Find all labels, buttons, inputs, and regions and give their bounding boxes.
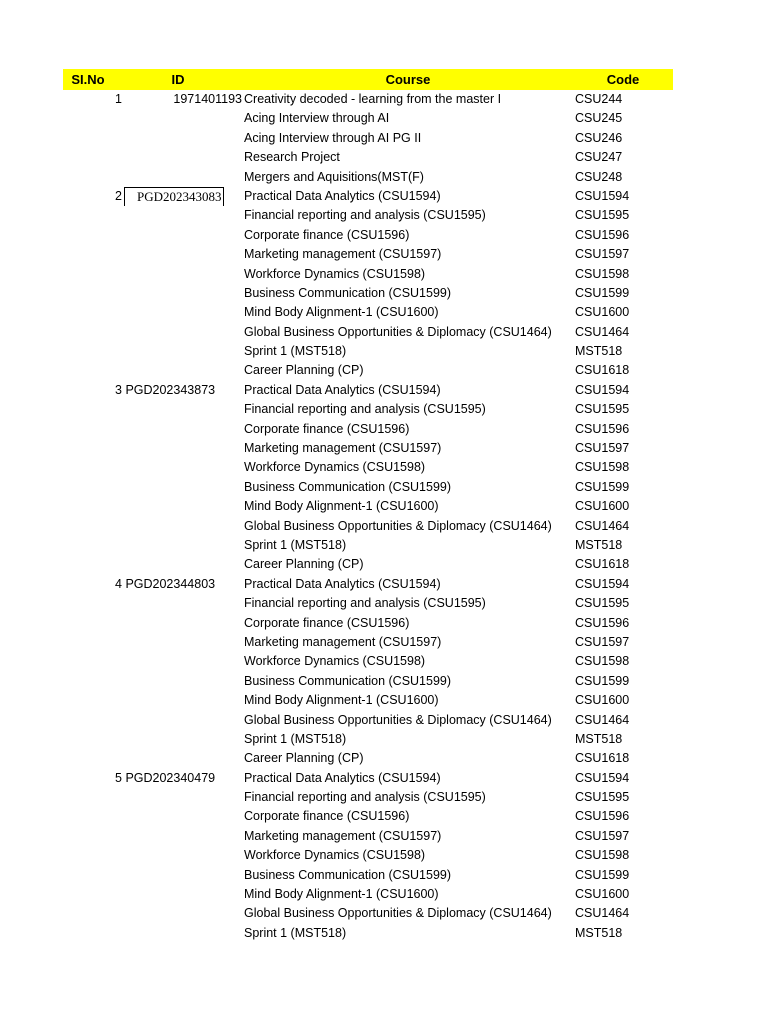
code-cell[interactable]: CSU1464 xyxy=(575,712,630,727)
header-slno[interactable]: SI.No xyxy=(71,72,105,87)
table-row xyxy=(63,672,673,691)
course-cell[interactable]: Global Business Opportunities & Diplomacy (CSU1464) xyxy=(244,712,552,727)
course-cell[interactable]: Financial reporting and analysis (CSU1595) xyxy=(244,402,486,417)
table-row xyxy=(63,148,673,167)
course-cell[interactable]: Practical Data Analytics (CSU1594) xyxy=(244,576,441,591)
table-row xyxy=(63,129,673,148)
course-cell[interactable]: Business Communication (CSU1599) xyxy=(244,479,452,494)
table-row xyxy=(63,284,673,303)
table-row xyxy=(63,904,673,923)
table-row xyxy=(63,536,673,555)
code-cell[interactable]: CSU1598 xyxy=(575,460,630,475)
course-cell[interactable]: Mind Body Alignment-1 (CSU1600) xyxy=(244,499,439,514)
course-cell[interactable]: Marketing management (CSU1597) xyxy=(244,828,442,843)
code-cell[interactable]: CSU247 xyxy=(575,150,623,165)
code-cell[interactable]: CSU1596 xyxy=(575,227,630,242)
table-row xyxy=(63,517,673,536)
course-cell[interactable]: Workforce Dynamics (CSU1598) xyxy=(244,654,426,669)
code-cell[interactable]: MST518 xyxy=(575,344,623,359)
table-row xyxy=(63,381,673,400)
course-cell[interactable]: Marketing management (CSU1597) xyxy=(244,441,442,456)
code-cell[interactable]: MST518 xyxy=(575,537,623,552)
course-cell[interactable]: Financial reporting and analysis (CSU1595) xyxy=(244,790,486,805)
header-id[interactable]: ID xyxy=(171,72,185,87)
code-cell[interactable]: CSU1599 xyxy=(575,285,630,300)
course-cell[interactable]: Sprint 1 (MST518) xyxy=(244,925,347,940)
course-cell[interactable]: Career Planning (CP) xyxy=(244,557,364,572)
code-cell[interactable]: CSU1597 xyxy=(575,634,630,649)
course-cell[interactable]: Global Business Opportunities & Diplomacy (CSU1464) xyxy=(244,518,552,533)
slno-value: 3 xyxy=(115,382,122,397)
table-row xyxy=(63,555,673,574)
course-cell[interactable]: Research Project xyxy=(244,150,340,165)
table-row xyxy=(63,730,673,749)
table-row xyxy=(63,749,673,768)
code-cell[interactable]: CSU1596 xyxy=(575,809,630,824)
course-cell[interactable]: Acing Interview through AI xyxy=(244,111,390,126)
code-cell[interactable]: CSU1464 xyxy=(575,518,630,533)
student-id-cell[interactable] xyxy=(124,187,242,206)
code-cell[interactable]: CSU1594 xyxy=(575,576,630,591)
course-cell[interactable]: Workforce Dynamics (CSU1598) xyxy=(244,848,426,863)
code-cell[interactable]: CSU1595 xyxy=(575,208,630,223)
table-row xyxy=(63,245,673,264)
code-cell[interactable]: CSU1464 xyxy=(575,324,630,339)
slno-value: 4 xyxy=(115,576,122,591)
code-cell[interactable]: CSU1618 xyxy=(575,363,630,378)
course-cell[interactable]: Acing Interview through AI PG II xyxy=(244,130,422,145)
code-cell[interactable]: CSU245 xyxy=(575,111,623,126)
code-cell[interactable]: CSU246 xyxy=(575,130,623,145)
course-cell[interactable]: Career Planning (CP) xyxy=(244,751,364,766)
course-cell[interactable]: Financial reporting and analysis (CSU1595) xyxy=(244,208,486,223)
course-cell[interactable]: Corporate finance (CSU1596) xyxy=(244,809,410,824)
slno-cell[interactable]: 1 xyxy=(115,92,122,106)
slno-id-cell[interactable] xyxy=(115,381,243,400)
student-id-value: PGD202343083 xyxy=(124,187,224,206)
code-cell[interactable]: CSU1597 xyxy=(575,441,630,456)
code-cell[interactable]: CSU1597 xyxy=(575,828,630,843)
code-cell[interactable]: CSU1600 xyxy=(575,693,630,708)
table-row xyxy=(63,614,673,633)
spreadsheet-table xyxy=(63,69,673,943)
code-cell[interactable]: CSU1598 xyxy=(575,654,630,669)
table-row xyxy=(63,265,673,284)
course-cell[interactable]: Sprint 1 (MST518) xyxy=(244,537,347,552)
slno-id-cell[interactable] xyxy=(115,769,243,788)
course-cell[interactable]: Career Planning (CP) xyxy=(244,363,364,378)
table-row xyxy=(63,109,673,128)
table-row xyxy=(63,206,673,225)
table-row xyxy=(63,458,673,477)
course-cell[interactable]: Global Business Opportunities & Diplomacy (CSU1464) xyxy=(244,324,552,339)
course-cell[interactable]: Corporate finance (CSU1596) xyxy=(244,227,410,242)
course-cell[interactable]: Marketing management (CSU1597) xyxy=(244,634,442,649)
code-cell[interactable]: CSU1594 xyxy=(575,770,630,785)
table-row xyxy=(63,788,673,807)
table-row xyxy=(63,652,673,671)
course-cell[interactable]: Workforce Dynamics (CSU1598) xyxy=(244,266,426,281)
header-code[interactable]: Code xyxy=(606,72,640,87)
table-row xyxy=(63,420,673,439)
table-row xyxy=(63,497,673,516)
course-cell[interactable]: Business Communication (CSU1599) xyxy=(244,673,452,688)
code-cell[interactable]: CSU244 xyxy=(575,92,623,106)
code-cell[interactable]: CSU1600 xyxy=(575,499,630,514)
table-row xyxy=(63,594,673,613)
table-row xyxy=(63,90,673,109)
course-cell[interactable]: Mind Body Alignment-1 (CSU1600) xyxy=(244,693,439,708)
code-cell[interactable]: MST518 xyxy=(575,925,623,940)
table-row xyxy=(63,924,673,943)
table-row xyxy=(63,400,673,419)
table-row xyxy=(63,885,673,904)
code-cell[interactable]: CSU248 xyxy=(575,169,623,184)
table-row xyxy=(63,711,673,730)
header-row xyxy=(63,69,673,90)
table-row xyxy=(63,168,673,187)
code-cell[interactable]: CSU1599 xyxy=(575,867,630,882)
code-cell[interactable]: CSU1599 xyxy=(575,479,630,494)
table-row xyxy=(63,633,673,652)
course-cell[interactable]: Mind Body Alignment-1 (CSU1600) xyxy=(244,887,439,902)
student-id-value: PGD202343873 xyxy=(125,382,216,397)
table-row xyxy=(63,478,673,497)
code-cell[interactable]: CSU1595 xyxy=(575,402,630,417)
table-row xyxy=(63,827,673,846)
code-cell[interactable]: MST518 xyxy=(575,731,623,746)
course-cell[interactable]: Business Communication (CSU1599) xyxy=(244,285,452,300)
course-cell[interactable]: Practical Data Analytics (CSU1594) xyxy=(244,188,441,203)
course-cell[interactable]: Sprint 1 (MST518) xyxy=(244,731,347,746)
student-id-cell[interactable]: 1971401193 xyxy=(173,92,242,106)
code-cell[interactable]: CSU1618 xyxy=(575,751,630,766)
code-cell[interactable]: CSU1596 xyxy=(575,615,630,630)
student-id-value: PGD202344803 xyxy=(125,576,216,591)
course-cell[interactable]: Creativity decoded - learning from the master I xyxy=(244,92,502,106)
table-row xyxy=(63,226,673,245)
course-cell[interactable]: Sprint 1 (MST518) xyxy=(244,344,347,359)
table-row xyxy=(63,866,673,885)
course-cell[interactable]: Global Business Opportunities & Diplomacy (CSU1464) xyxy=(244,906,552,921)
course-cell[interactable]: Financial reporting and analysis (CSU1595) xyxy=(244,596,486,611)
table-row xyxy=(63,807,673,826)
code-cell[interactable]: CSU1595 xyxy=(575,790,630,805)
slno-cell[interactable]: 2 xyxy=(115,188,122,203)
table-row xyxy=(63,846,673,865)
code-cell[interactable]: CSU1596 xyxy=(575,421,630,436)
course-cell[interactable]: Corporate finance (CSU1596) xyxy=(244,615,410,630)
table-row xyxy=(63,575,673,594)
code-cell[interactable]: CSU1597 xyxy=(575,247,630,262)
code-cell[interactable]: CSU1594 xyxy=(575,382,630,397)
course-cell[interactable]: Practical Data Analytics (CSU1594) xyxy=(244,382,441,397)
course-cell[interactable]: Workforce Dynamics (CSU1598) xyxy=(244,460,426,475)
code-cell[interactable]: CSU1594 xyxy=(575,188,630,203)
course-cell[interactable]: Mergers and Aquisitions(MST(F) xyxy=(244,169,424,184)
table-row xyxy=(63,361,673,380)
course-cell[interactable]: Marketing management (CSU1597) xyxy=(244,247,442,262)
slno-value: 5 xyxy=(115,770,122,785)
student-id-value: PGD202340479 xyxy=(125,770,216,785)
code-cell[interactable]: CSU1600 xyxy=(575,305,630,320)
table-row xyxy=(63,439,673,458)
code-cell[interactable]: CSU1618 xyxy=(575,557,630,572)
course-cell[interactable]: Practical Data Analytics (CSU1594) xyxy=(244,770,441,785)
code-cell[interactable]: CSU1598 xyxy=(575,848,630,863)
code-cell[interactable]: CSU1600 xyxy=(575,887,630,902)
course-cell[interactable]: Mind Body Alignment-1 (CSU1600) xyxy=(244,305,439,320)
course-cell[interactable]: Business Communication (CSU1599) xyxy=(244,867,452,882)
slno-id-cell[interactable] xyxy=(115,575,243,594)
table-row xyxy=(63,303,673,322)
table-row xyxy=(63,769,673,788)
course-cell[interactable]: Corporate finance (CSU1596) xyxy=(244,421,410,436)
code-cell[interactable]: CSU1464 xyxy=(575,906,630,921)
code-cell[interactable]: CSU1599 xyxy=(575,673,630,688)
code-cell[interactable]: CSU1598 xyxy=(575,266,630,281)
table-row xyxy=(63,342,673,361)
code-cell[interactable]: CSU1595 xyxy=(575,596,630,611)
table-row xyxy=(63,691,673,710)
table-body xyxy=(63,90,673,943)
table-row xyxy=(63,187,673,206)
table-row xyxy=(63,323,673,342)
header-course[interactable]: Course xyxy=(385,72,431,87)
